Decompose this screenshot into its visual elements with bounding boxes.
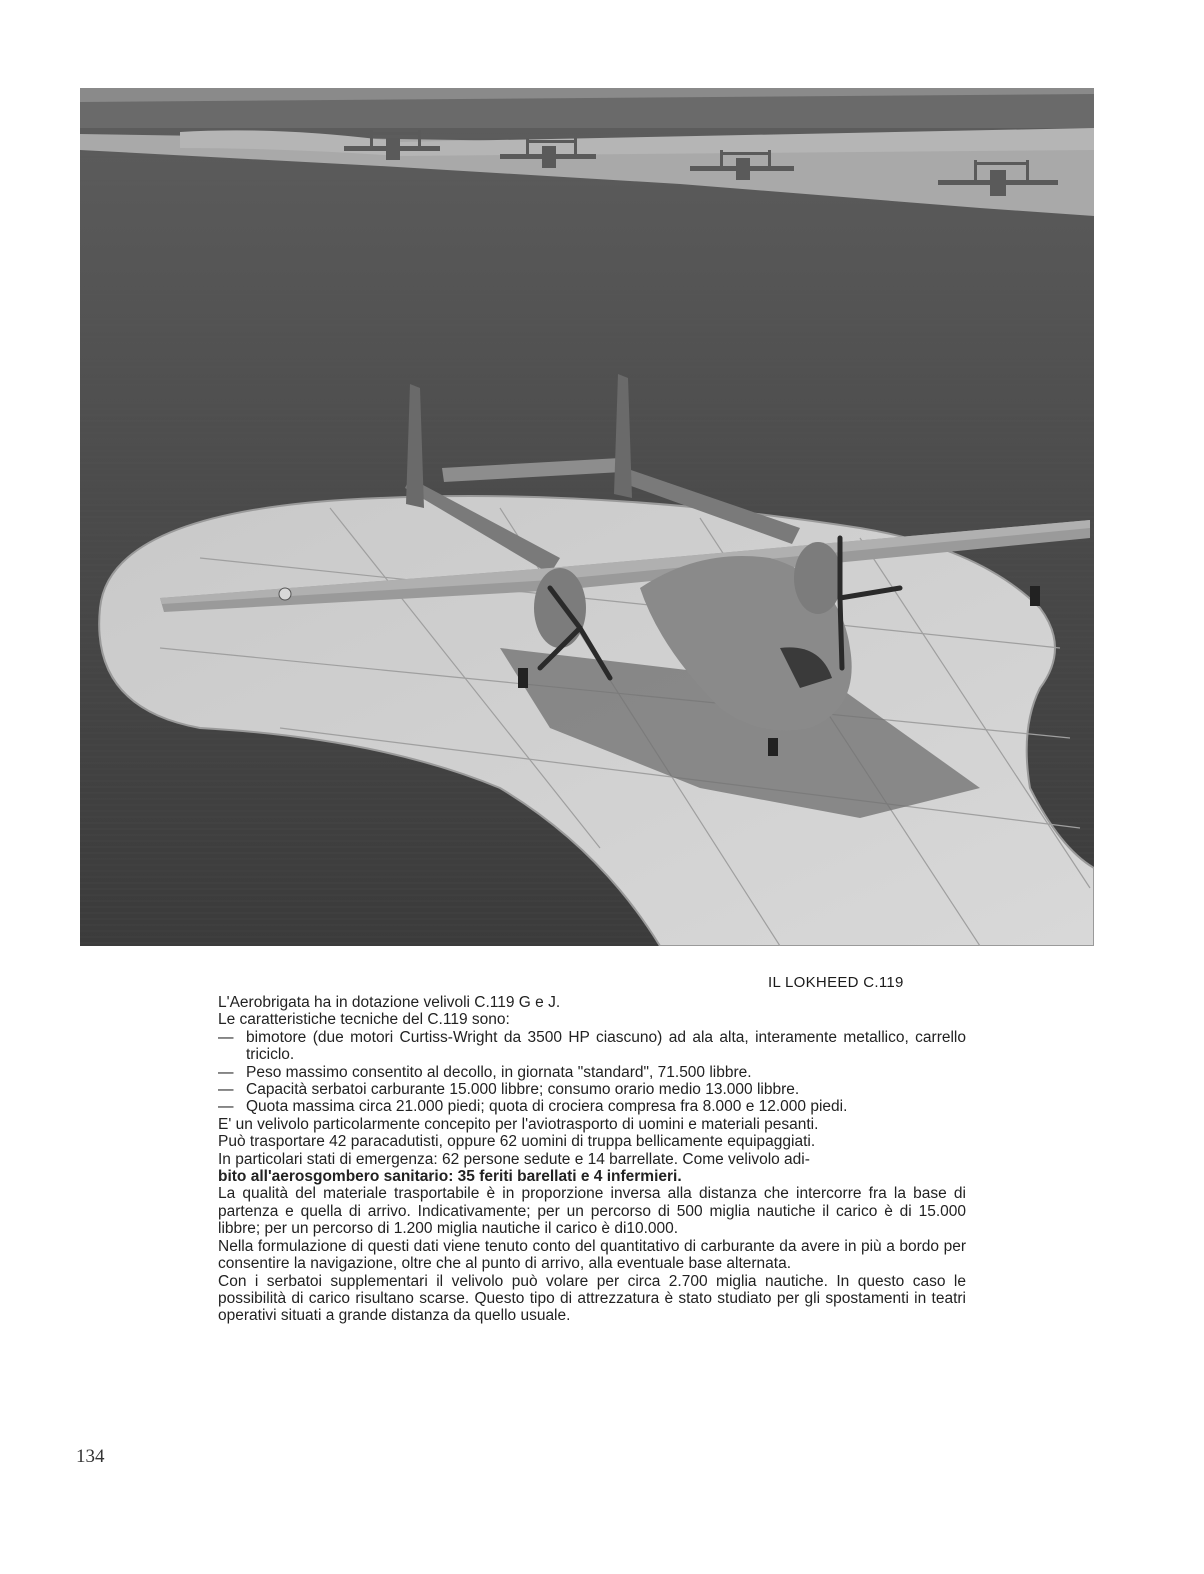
spec-dash: — [218,1063,234,1081]
paragraph: Nella formulazione di questi dati viene tenuto conto del quantitativo di carburante da avere in più a bordo per consentire la navigazione, oltre che al punto di arrivo, alla eventuale base alternata. [218,1237,966,1273]
intro-line: Le caratteristiche tecniche del C.119 sono: [218,1011,510,1029]
paragraph: Può trasportare 42 paracadutisti, oppure 62 uomini di truppa bellicamente equipaggiati. [218,1133,816,1151]
article-body [218,994,966,1325]
intro-line: L'Aerobrigata ha in dotazione velivoli C.119 G e J. [218,994,561,1011]
aircraft-photo [80,88,1094,946]
spec-dash: — [218,1098,234,1116]
photo-caption: IL LOKHEED C.119 [768,974,904,991]
paragraph: Con i serbatoi supplementari il velivolo può volare per circa 2.700 miglia nautiche. In questo caso le possibilità di carico risultano scarse. Questo tipo di attrezzatura è stato studiato per gli spostamenti in teatri operativi situati a grande distanza da quello usuale. [218,1272,966,1325]
paragraph: In particolari stati di emergenza: 62 persone sedute e 14 barrellate. Come velivolo adi- [218,1150,810,1168]
spec-dash: — [218,1028,234,1046]
spec-item [218,1081,966,1098]
spec-text: Capacità serbatoi carburante 15.000 libbre; consumo orario medio 13.000 libbre. [246,1081,800,1099]
spec-dash: — [218,1081,234,1099]
paragraph: La qualità del materiale trasportabile è in proporzione inversa alla distanza che intercorre fra la base di partenza e quella di arrivo. Indicativamente; per un percorso di 500 miglia nautiche il carico è di 15.000 libbre; per un percorso di 1.200 miglia nautiche il carico è di10.000. [218,1185,966,1238]
spec-text: Peso massimo consentito al decollo, in giornata "standard", 71.500 libbre. [246,1063,752,1081]
paragraph-emphasis: bito all'aerosgombero sanitario: 35 feriti barellati e 4 infermieri. [218,1168,682,1186]
spec-item [218,1029,966,1064]
paragraph: E' un velivolo particolarmente concepito per l'aviotrasporto di uomini e materiali pesanti. [218,1115,819,1133]
spec-text: Quota massima circa 21.000 piedi; quota di crociera compresa fra 8.000 e 12.000 piedi. [246,1098,848,1116]
aircraft-photo-illustration [80,88,1094,946]
spec-item [218,1064,966,1081]
spec-text: bimotore (due motori Curtiss-Wright da 3500 HP ciascuno) ad ala alta, interamente metallico, carrello triciclo. [246,1028,966,1064]
spec-item [218,1098,966,1115]
page-number: 134 [76,1446,105,1467]
